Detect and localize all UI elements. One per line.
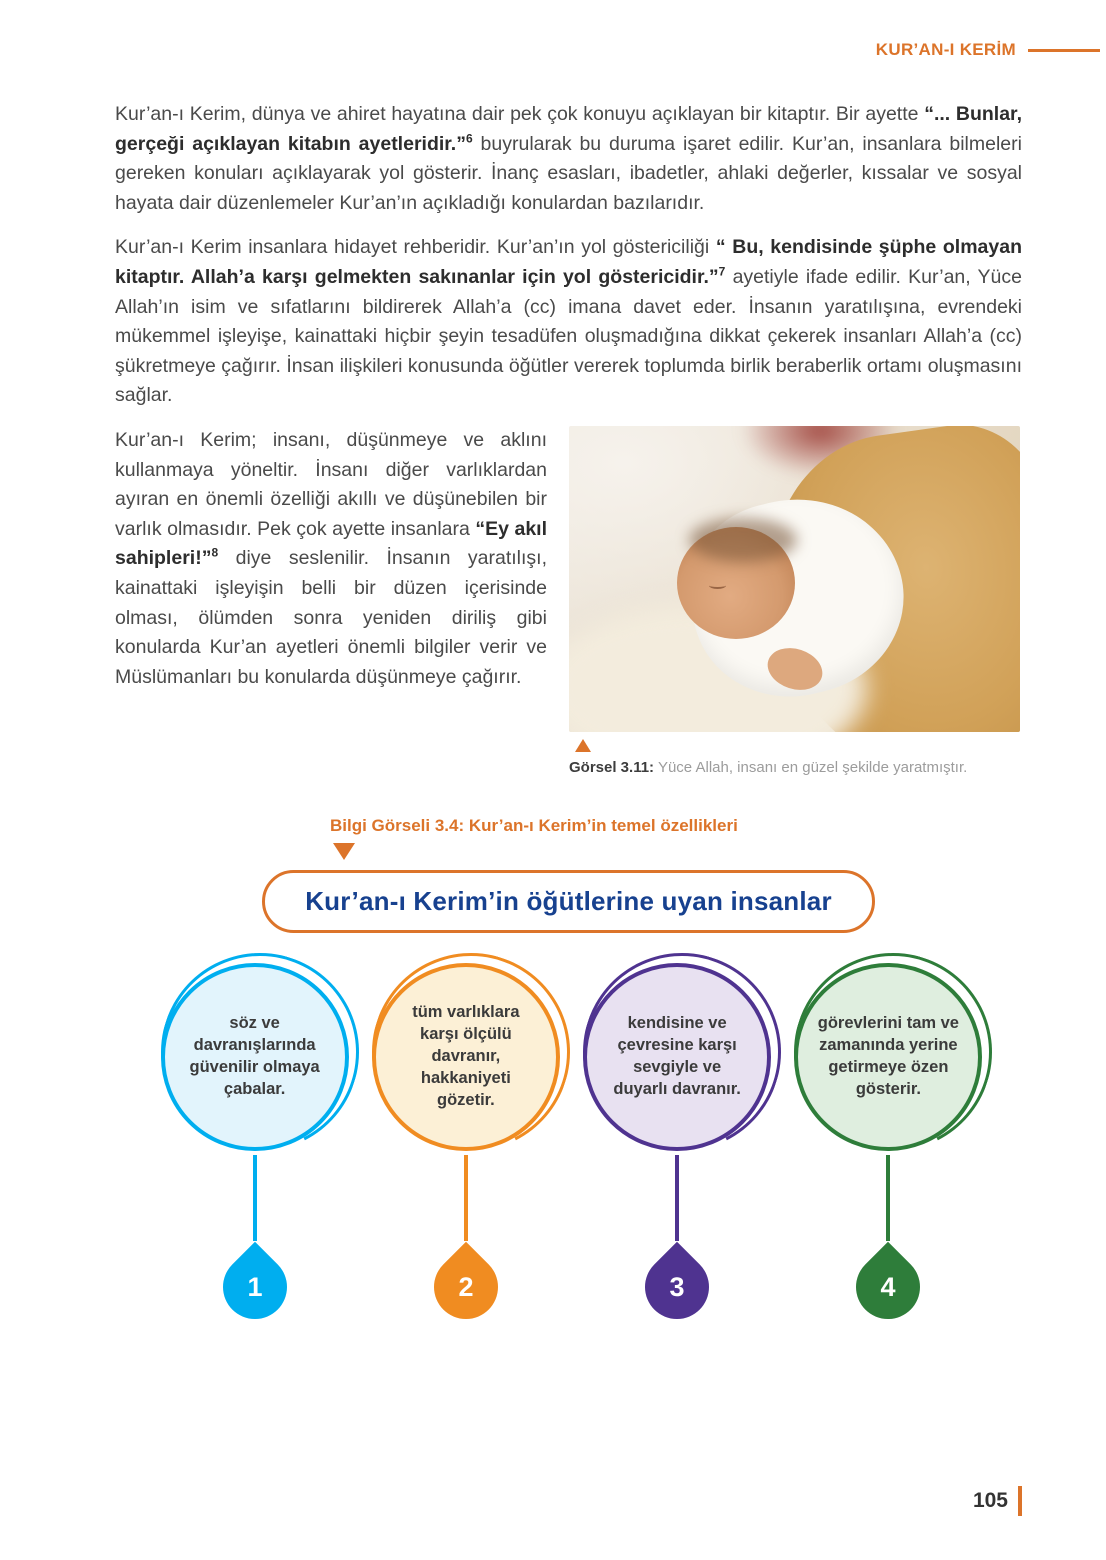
p2-text-2: ayetiyle ifade edilir. Kur’an, Yüce Allah’ın isim ve sıfatlarını bildirerek Allah’a (cc) imana davet eder. İnsanın yaratılışına, evrendeki mükemmel işleyişe, kainattaki hiçbir şeyin tesadüfen oluşmadığına dikkat çekerek insanları Allah’a (cc) şükretmeye çağırır. İnsan ilişkileri konusunda öğütler vererek toplumda birlik beraberlik ortamı oluşmasını sağlar.	[115, 265, 1022, 407]
circle-body	[161, 963, 349, 1151]
p3-text-1: Kur’an-ı Kerim; insanı, düşünmeye ve aklını kullanmaya yöneltir. İnsanı diğer varlıklardan ayıran en önemli özelliği akıllı ve düşünebilen bir varlık olmasıdır. Pek çok ayette insanlara	[115, 428, 547, 540]
text-and-figure-row	[115, 426, 1022, 778]
feature-text: tüm varlıklara karşı ölçülü davranır, hakkaniyeti gözetir.	[412, 1003, 520, 1109]
feature-text: kendisine ve çevresine karşı sevgiyle ve duyarlı davranır.	[613, 1014, 741, 1098]
p2-footnote-ref: 7	[718, 264, 726, 279]
feature-circle-4	[794, 963, 982, 1151]
feature-circle-3	[583, 963, 771, 1151]
feature-circle-1	[161, 963, 349, 1151]
number-drop-1	[209, 1242, 300, 1333]
number-drop-4	[843, 1242, 934, 1333]
p1-quote: “... Bunlar, gerçeği açıklayan kitabın ayetleridir.”	[115, 103, 1022, 155]
drop-inner	[645, 1255, 709, 1319]
figure-caption-label: Görsel 3.11:	[569, 758, 655, 776]
feature-circles-row	[149, 963, 994, 1319]
infographic-label: Bilgi Görseli 3.4: Kur’an-ı Kerim’in temel özellikleri	[330, 815, 738, 835]
drop-smile-arc	[657, 1300, 695, 1328]
drop-smile-arc	[446, 1300, 484, 1328]
infographic	[115, 816, 1022, 1319]
circle-body	[583, 963, 771, 1151]
p1-text-2: buyrularak bu duruma işaret edilir. Kur’an, insanlara bilmeleri gereken konuları açıklayarak yol gösterir. İnanç esasları, ibadetler, ahlaki değerler, kıssalar ve sosyal hayata dair düzenlemeler Kur’an’ın açıkladığı konulardan bazılarıdır.	[115, 132, 1022, 214]
feature-item-3	[572, 963, 783, 1319]
drop-inner	[223, 1255, 287, 1319]
feature-item-4	[783, 963, 994, 1319]
paragraph-3	[115, 426, 547, 692]
footer-rule	[1018, 1486, 1022, 1516]
figure-caption-line	[569, 758, 1020, 778]
drop-smile-arc	[869, 1300, 907, 1328]
infographic-title: Kur’an-ı Kerim’in öğütlerine uyan insanlar	[305, 885, 832, 916]
photo-baby-eye-shape	[709, 582, 726, 589]
triangle-up-icon	[575, 739, 591, 752]
figure-block	[569, 426, 1020, 778]
connector-line	[675, 1155, 679, 1241]
connector-line	[886, 1155, 890, 1241]
feature-text: görevlerini tam ve zamanında yerine getirmeye özen gösterir.	[817, 1014, 959, 1098]
photo-baby-hair-shape	[689, 518, 797, 562]
paragraph-3-column	[115, 426, 547, 778]
p2-quote: “ Bu, kendisinde şüphe olmayan kitaptır. Allah’a karşı gelmekten sakınanlar için yol göstericidir.”	[115, 236, 1022, 288]
drop-smile-arc	[235, 1300, 273, 1328]
drop-number: 2	[458, 1271, 474, 1302]
header-rule	[1028, 49, 1100, 52]
drop-inner	[856, 1255, 920, 1319]
number-drop-3	[632, 1242, 723, 1333]
chapter-title: KUR’AN-I KERİM	[875, 40, 1016, 59]
drop-number: 1	[247, 1271, 263, 1302]
p1-footnote-ref: 6	[465, 131, 473, 146]
drop-inner	[434, 1255, 498, 1319]
feature-item-1	[149, 963, 360, 1319]
p3-quote: “Ey akıl sahipleri!”	[115, 517, 548, 570]
p3-footnote-ref: 8	[211, 545, 219, 560]
p2-text-1: Kur’an-ı Kerim insanlara hidayet rehberidir. Kur’an’ın yol göstericiliği	[115, 236, 716, 259]
baby-photo	[569, 426, 1020, 732]
paragraph-1	[115, 100, 1022, 218]
drop-number: 4	[880, 1271, 896, 1302]
paragraph-2	[115, 233, 1022, 411]
p3-text-2: diye seslenilir. İnsanın yaratılışı, kainattaki işleyişin belli bir düzen içerisinde olması, ölümden sonra yeniden diriliş gibi konularda Kur’an ayetleri önemli bilgiler verir ve Müslümanları bu konularda düşünmeye çağırır.	[115, 547, 547, 688]
page-number: 105	[972, 1489, 1008, 1512]
connector-line	[464, 1155, 468, 1241]
circle-body	[372, 963, 560, 1151]
feature-item-2	[360, 963, 571, 1319]
feature-circle-2	[372, 963, 560, 1151]
p1-text-1: Kur’an-ı Kerim, dünya ve ahiret hayatına dair pek çok konuyu açıklayan bir kitaptır. Bir ayette	[115, 103, 925, 125]
figure-caption-text: Yüce Allah, insanı en güzel şekilde yaratmıştır.	[654, 758, 968, 776]
page-header	[876, 40, 1106, 60]
figure-caption	[569, 739, 1020, 778]
connector-line	[253, 1155, 257, 1241]
triangle-down-icon	[333, 843, 355, 860]
drop-number: 3	[669, 1271, 685, 1302]
number-drop-2	[421, 1242, 512, 1333]
feature-text: söz ve davranışlarında güvenilir olmaya çabalar.	[189, 1014, 320, 1098]
circle-body	[794, 963, 982, 1151]
page-footer	[973, 1486, 1022, 1516]
infographic-title-box	[262, 870, 875, 933]
